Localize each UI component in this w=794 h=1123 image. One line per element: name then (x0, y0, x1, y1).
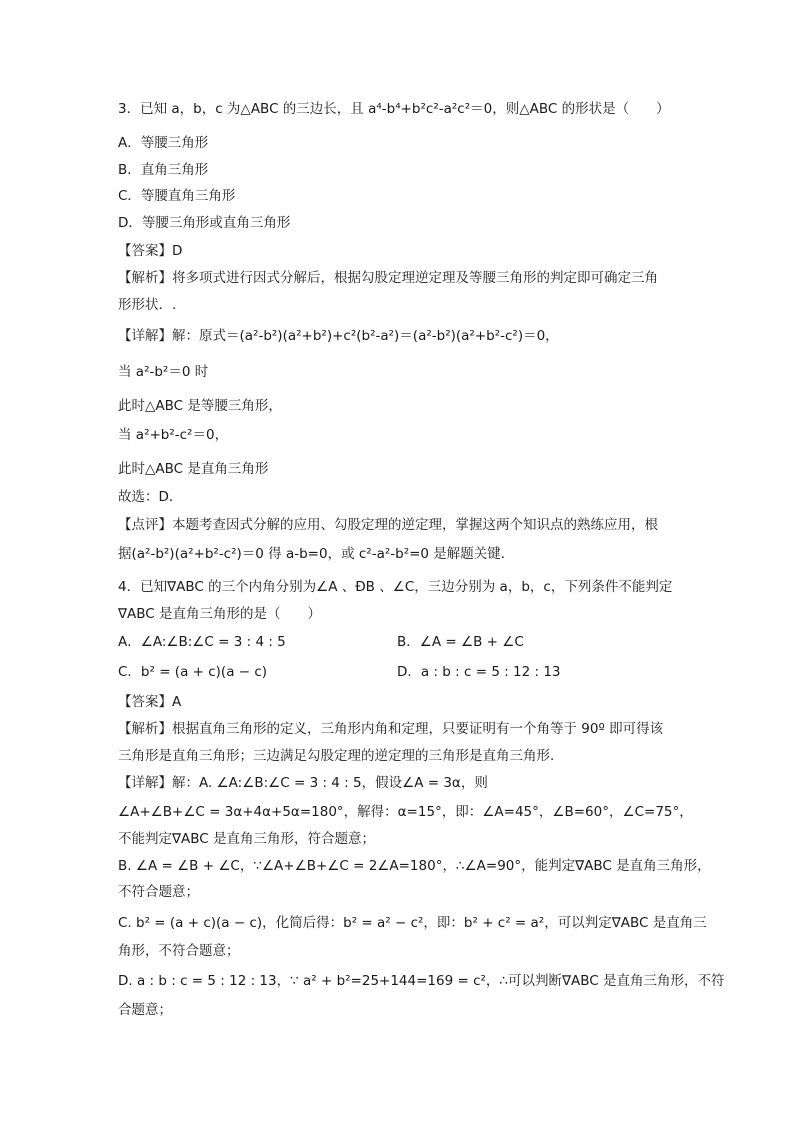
q3-option-b: B．直角三角形 (118, 162, 209, 178)
q3-answer: 【答案】D (118, 243, 183, 259)
q4-detail-line-5: 不符合题意； (118, 884, 199, 900)
q4-stem-line-2: ∇ABC 是直角三角形的是（ ） (118, 606, 322, 622)
q3-comment-line-1: 【点评】本题考查因式分解的应用、勾股定理的逆定理，掌握这两个知识点的熟练应用，根 (118, 517, 658, 533)
q4-detail-line-9: 合题意； (118, 1002, 172, 1018)
q4-detail-line-8: D. a : b : c = 5 : 12 : 13，∵ a² + b²=25+144=169 = c²，∴可以判断∇ABC 是直角三角形，不符 (118, 973, 725, 989)
q3-option-a: A．等腰三角形 (118, 135, 209, 151)
q4-option-d: D．a : b : c = 5 : 12 : 13 (397, 664, 561, 680)
q3-detail-line-3: 此时△ABC 是等腰三角形， (118, 398, 282, 414)
q4-detail-line-3: 不能判定∇ABC 是直角三角形，符合题意； (118, 831, 376, 847)
q4-stem-line-1: 4．已知∇ABC 的三个内角分别为∠A 、ÐB 、∠C，三边分别为 a，b，c，下列条件不能判定 (118, 579, 673, 595)
q3-detail-line-5: 此时△ABC 是直角三角形 (118, 461, 269, 477)
q4-option-a: A．∠A:∠B:∠C = 3 : 4 : 5 (118, 634, 286, 650)
q3-option-c: C．等腰直角三角形 (118, 188, 236, 204)
q4-analysis-line-1: 【解析】根据直角三角形的定义，三角形内角和定理，只要证明有一个角等于 90º 即可得该 (118, 721, 664, 737)
q4-detail-line-4: B. ∠A = ∠B + ∠C，∵∠A+∠B+∠C = 2∠A=180°，∴∠A=90°，能判定∇ABC 是直角三角形， (118, 858, 711, 874)
q3-option-d: D．等腰三角形或直角三角形 (118, 215, 291, 231)
q3-comment-line-2: 据(a²-b²)(a²+b²-c²)＝0 得 a-b=0，或 c²-a²-b²=0 是解题关键． (118, 546, 515, 562)
q3-analysis-line-2: 形形状．. (118, 297, 177, 313)
q4-option-b: B．∠A = ∠B + ∠C (397, 634, 524, 650)
q3-detail-line-6: 故选：D． (118, 489, 183, 505)
q4-answer: 【答案】A (118, 694, 182, 710)
q4-detail-line-2: ∠A+∠B+∠C = 3α+4α+5α=180°，解得：α=15°，即：∠A=45°，∠B=60°，∠C=75°， (118, 804, 693, 820)
q4-detail-line-6: C. b² = (a + c)(a − c)，化简后得：b² = a² − c²，即：b² + c² = a²，可以判定∇ABC 是直角三 (118, 915, 707, 931)
q3-detail-line-2: 当 a²-b²＝0 时 (118, 364, 209, 380)
q3-detail-line-4: 当 a²+b²-c²＝0， (118, 427, 229, 443)
q3-detail-line-1: 【详解】解：原式＝(a²-b²)(a²+b²)+c²(b²-a²)＝(a²-b²)(a²+b²-c²)＝0， (118, 328, 559, 344)
q4-detail-line-1: 【详解】解：A. ∠A:∠B:∠C = 3 : 4 : 5，假设∠A = 3α，则 (118, 775, 488, 791)
q4-analysis-line-2: 三角形是直角三角形；三边满足勾股定理的逆定理的三角形是直角三角形． (118, 748, 564, 764)
q4-detail-line-7: 角形，不符合题意； (118, 943, 240, 959)
q4-option-c: C．b² = (a + c)(a − c) (118, 664, 268, 680)
q3-stem: 3．已知 a，b，c 为△ABC 的三边长，且 a⁴-b⁴+b²c²-a²c²＝0，则△ABC 的形状是（ ） (118, 101, 670, 117)
q3-analysis-line-1: 【解析】将多项式进行因式分解后，根据勾股定理逆定理及等腰三角形的判定即可确定三角 (118, 270, 658, 286)
